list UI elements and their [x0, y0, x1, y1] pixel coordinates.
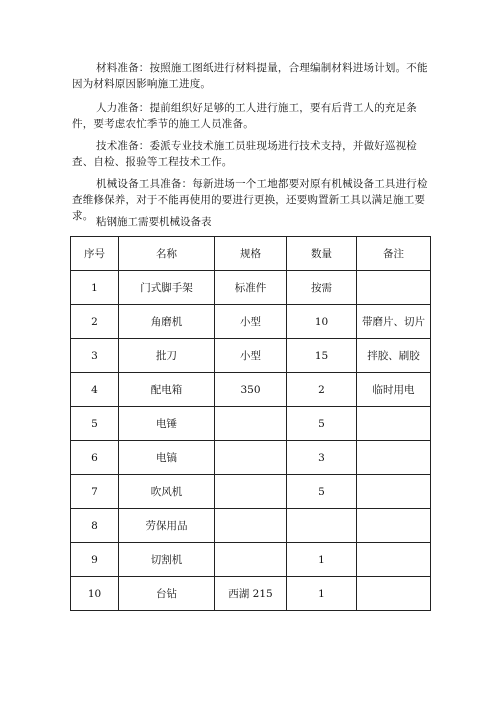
table-row: [71, 441, 431, 475]
cell-name: 电锤: [119, 407, 215, 441]
cell-quantity: 5: [287, 475, 357, 509]
cell-spec: [215, 509, 287, 543]
cell-index: 2: [71, 305, 119, 339]
cell-remarks: [357, 441, 431, 475]
cell-remarks: [357, 475, 431, 509]
cell-remarks: 临时用电: [357, 373, 431, 407]
cell-quantity: 1: [287, 543, 357, 577]
table-row: [71, 475, 431, 509]
cell-index: 7: [71, 475, 119, 509]
table-row: [71, 373, 431, 407]
cell-remarks: [357, 271, 431, 305]
header-name: 名称: [119, 237, 215, 271]
cell-quantity: [287, 509, 357, 543]
cell-spec: 小型: [215, 339, 287, 373]
table-header-row: [71, 237, 431, 271]
header-quantity: 数量: [287, 237, 357, 271]
cell-quantity: 1: [287, 577, 357, 611]
cell-name: 角磨机: [119, 305, 215, 339]
cell-name: 台钻: [119, 577, 215, 611]
cell-name: 电镐: [119, 441, 215, 475]
cell-index: 6: [71, 441, 119, 475]
cell-index: 4: [71, 373, 119, 407]
cell-remarks: [357, 543, 431, 577]
cell-remarks: 拌胶、刷胶: [357, 339, 431, 373]
paragraph-material-prep: 材料准备：按照施工图纸进行材料提量，合理编制材料进场计划。不能因为材料原因影响施工进度。: [72, 62, 428, 90]
cell-remarks: [357, 509, 431, 543]
table-row: [71, 271, 431, 305]
paragraph-labor-prep: 人力准备：提前组织好足够的工人进行施工，要有后背工人的充足条件，要考虑农忙季节的施工人员准备。: [72, 102, 417, 130]
cell-index: 10: [71, 577, 119, 611]
paragraph-equipment-prep: 机械设备工具准备：每新进场一个工地都要对原有机械设备工具进行检查维修保养，对于不能再使用的要进行更换，还要购置新工具以满足施工要求。: [72, 178, 428, 222]
cell-index: 5: [71, 407, 119, 441]
cell-spec: [215, 407, 287, 441]
cell-quantity: 10: [287, 305, 357, 339]
table-caption: 粘钢施工需要机械设备表: [96, 216, 212, 228]
table-row: [71, 407, 431, 441]
cell-remarks: [357, 407, 431, 441]
cell-spec: 标准件: [215, 271, 287, 305]
cell-name: 切割机: [119, 543, 215, 577]
table-row: [71, 509, 431, 543]
cell-quantity: 按需: [287, 271, 357, 305]
cell-name: 配电箱: [119, 373, 215, 407]
table-row: [71, 543, 431, 577]
cell-name: 门式脚手架: [119, 271, 215, 305]
cell-index: 1: [71, 271, 119, 305]
cell-name: 批刀: [119, 339, 215, 373]
cell-index: 8: [71, 509, 119, 543]
cell-name: 吹风机: [119, 475, 215, 509]
equipment-table: [70, 236, 431, 611]
table-row: [71, 339, 431, 373]
cell-quantity: 3: [287, 441, 357, 475]
table-row: [71, 305, 431, 339]
header-remarks: 备注: [357, 237, 431, 271]
cell-spec: 小型: [215, 305, 287, 339]
paragraph-technical-prep: 技术准备：委派专业技术施工员驻现场进行技术支持，并做好巡视检查、自检、报验等工程技术工作。: [72, 140, 417, 168]
cell-spec: [215, 543, 287, 577]
table-row: [71, 577, 431, 611]
header-index: 序号: [71, 237, 119, 271]
cell-name: 劳保用品: [119, 509, 215, 543]
cell-spec: [215, 475, 287, 509]
cell-spec: 350: [215, 373, 287, 407]
cell-index: 9: [71, 543, 119, 577]
cell-quantity: 2: [287, 373, 357, 407]
cell-remarks: 带磨片、切片: [357, 305, 431, 339]
cell-index: 3: [71, 339, 119, 373]
cell-quantity: 5: [287, 407, 357, 441]
cell-spec: 西湖 215: [215, 577, 287, 611]
header-spec: 规格: [215, 237, 287, 271]
cell-spec: [215, 441, 287, 475]
cell-remarks: [357, 577, 431, 611]
cell-quantity: 15: [287, 339, 357, 373]
